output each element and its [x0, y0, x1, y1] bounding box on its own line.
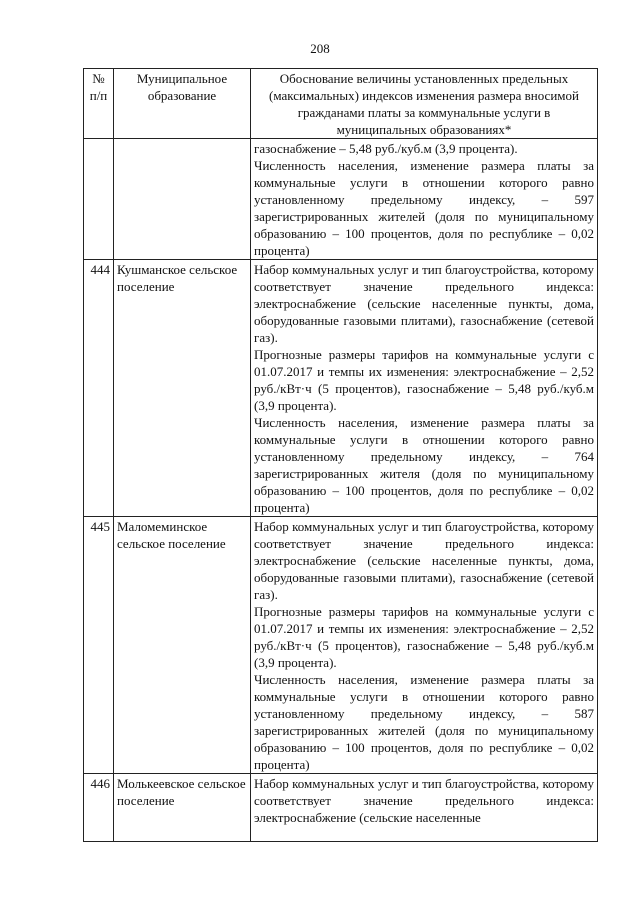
- paragraph: Набор коммунальных услуг и тип благоустройства, которому соответствует значение предельного индекса: электроснабжение (сельские населенные: [254, 776, 594, 825]
- row-number: 445: [84, 517, 114, 774]
- table-row: [84, 774, 598, 842]
- header-number: № п/п: [84, 69, 114, 139]
- paragraph: Набор коммунальных услуг и тип благоустройства, которому соответствует значение предельного индекса: электроснабжение (сельские населенные пункты, дома, оборудованные газовыми плитами), газоснабжение (сетевой газ).: [254, 262, 594, 345]
- table-row: [84, 260, 598, 517]
- row-justification: [251, 260, 598, 517]
- row-justification: [251, 139, 598, 260]
- row-municipality: Кушманское сельское поселение: [114, 260, 251, 517]
- row-number: [84, 139, 114, 260]
- row-number: 444: [84, 260, 114, 517]
- row-municipality: Маломеминское сельское поселение: [114, 517, 251, 774]
- row-municipality: Молькеевское сельское поселение: [114, 774, 251, 842]
- paragraph: Численность населения, изменение размера платы за коммунальные услуги в отношении которого равно установленному предельному индексу, – 587 зарегистрированных жителей (доля по муниципальному образованию – 100 процентов, доля по республике – 0,02 процента): [254, 672, 594, 772]
- paragraph: Численность населения, изменение размера платы за коммунальные услуги в отношении которого равно установленному предельному индексу, – 597 зарегистрированных жителей (доля по муниципальному образованию – 100 процентов, доля по республике – 0,02 процента): [254, 158, 594, 258]
- page-number: 208: [310, 41, 330, 56]
- row-justification: [251, 774, 598, 842]
- table-row-continued: [84, 139, 598, 260]
- row-number: 446: [84, 774, 114, 842]
- paragraph: Прогнозные размеры тарифов на коммунальные услуги с 01.07.2017 и темпы их изменения: электроснабжение – 2,52 руб./кВт·ч (5 процентов), газоснабжение – 5,48 руб./куб.м (3,9 процента).: [254, 604, 594, 670]
- paragraph: Прогнозные размеры тарифов на коммунальные услуги с 01.07.2017 и темпы их изменения: электроснабжение – 2,52 руб./кВт·ч (5 процентов), газоснабжение – 5,48 руб./куб.м (3,9 процента).: [254, 347, 594, 413]
- indices-table: [83, 68, 598, 842]
- table-header-row: [84, 69, 598, 139]
- header-municipality: Муниципальное образование: [114, 69, 251, 139]
- row-municipality: [114, 139, 251, 260]
- table-row: [84, 517, 598, 774]
- row-justification: [251, 517, 598, 774]
- paragraph: Численность населения, изменение размера платы за коммунальные услуги в отношении которого равно установленному предельному индексу, – 764 зарегистрированных жителя (доля по муниципальному образованию – 100 процентов, доля по республике – 0,02 процента): [254, 415, 594, 515]
- paragraph: газоснабжение – 5,48 руб./куб.м (3,9 процента).: [254, 141, 518, 156]
- header-justification: Обоснование величины установленных предельных (максимальных) индексов изменения размера вносимой гражданами платы за коммунальные услуги в муниципальных образованиях*: [251, 69, 598, 139]
- row-justification-clip: [254, 775, 594, 841]
- paragraph: Набор коммунальных услуг и тип благоустройства, которому соответствует значение предельного индекса: электроснабжение (сельские населенные пункты, дома, оборудованные газовыми плитами), газоснабжение (сетевой газ).: [254, 519, 594, 602]
